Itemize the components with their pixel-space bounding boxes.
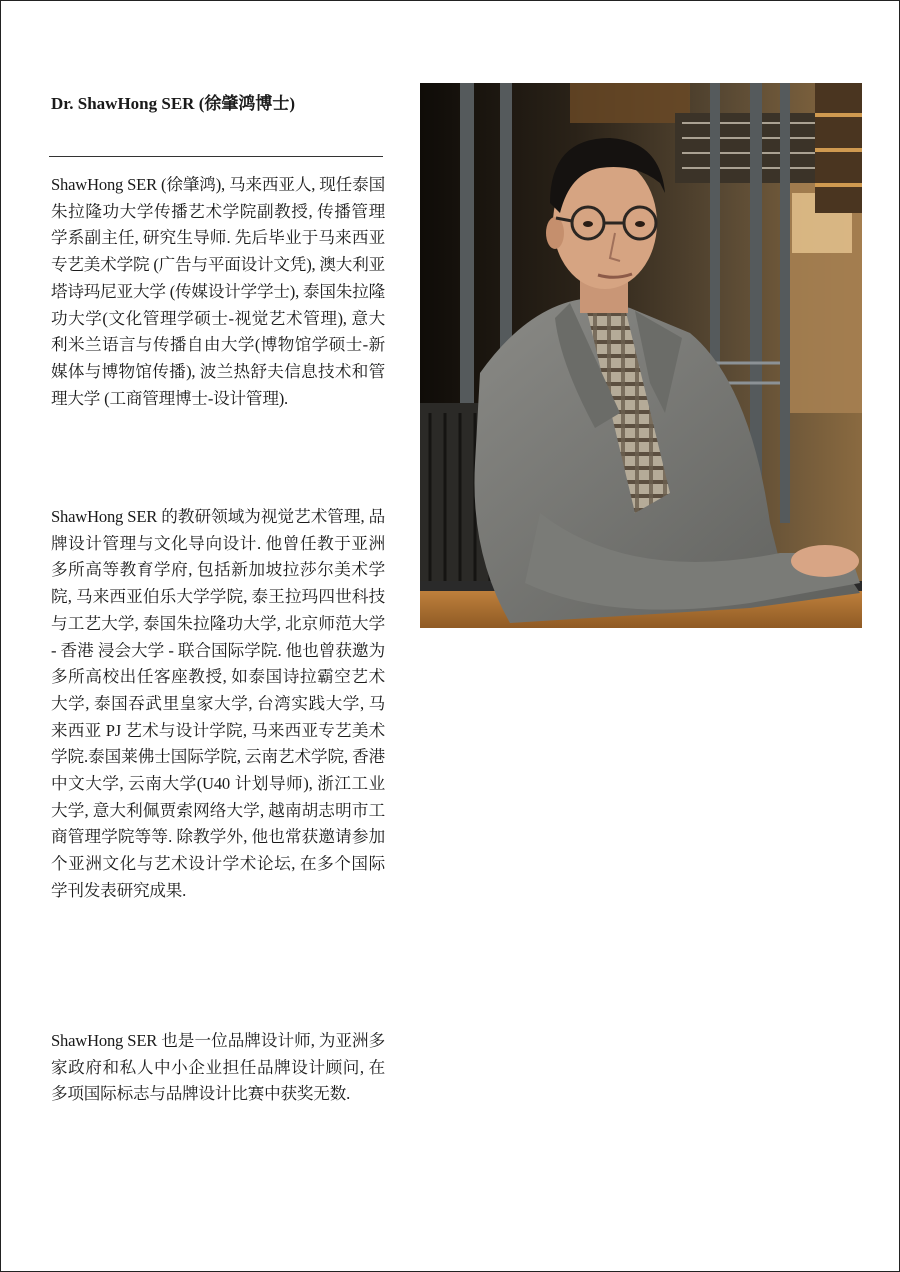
bio-paragraph-branding: ShawHong SER 也是一位品牌设计师, 为亚洲多家政府和私人中小企业担任品牌设计顾问, 在多项国际标志与品牌设计比赛中获奖无数.: [51, 1031, 385, 1104]
biography-column: [51, 92, 385, 1104]
bio-paragraph-education: ShawHong SER (徐肇鸿), 马来西亚人, 现任泰国朱拉隆功大学传播艺术学院副教授, 传播管理学系副主任, 研究生导师. 先后毕业于马来西亚专艺美术学院 (广告与平面设计文凭), 澳大利亚塔诗玛尼亚大学 (传媒设计学学士), 泰国朱拉隆功大学(文化管理学硕士-视觉艺术管理), 意大利米兰语言与传播自由大学(博物馆学硕士-新媒体与博物馆传播), 波兰热舒夫信息技术和管理大学 (工商管理博士-设计管理).: [51, 175, 385, 408]
portrait-photo: [420, 83, 862, 628]
name-heading: Dr. ShawHong SER (徐肇鸿博士): [51, 94, 296, 113]
portrait-illustration: [420, 83, 862, 628]
heading-divider: [49, 156, 383, 157]
bio-paragraph-teaching: ShawHong SER 的教研领域为视觉艺术管理, 品牌设计管理与文化导向设计. 他曾任教于亚洲多所高等教育学府, 包括新加坡拉莎尔美术学院, 马来西亚伯乐大学学院, 泰王拉玛四世科技与工艺大学, 泰国朱拉隆功大学, 北京师范大学 - 香港 浸会大学 - 联合国际学院. 他也曾获邀为多所高校出任客座教授, 如泰国诗拉霸空艺术大学, 泰国吞武里皇家大学, 台湾实践大学, 马来西亚 PJ 艺术与设计学院, 马来西亚专艺美术学院.泰国莱佛士国际学院, 云南艺术学院, 香港中文大学, 云南大学(U40 计划导师), 浙江工业大学, 意大利佩贾索网络大学, 越南胡志明市工商管理学院等等. 除教学外, 他也常获邀请参加个亚洲文化与艺术设计学术论坛, 在多个国际学刊发表研究成果.: [51, 507, 385, 900]
